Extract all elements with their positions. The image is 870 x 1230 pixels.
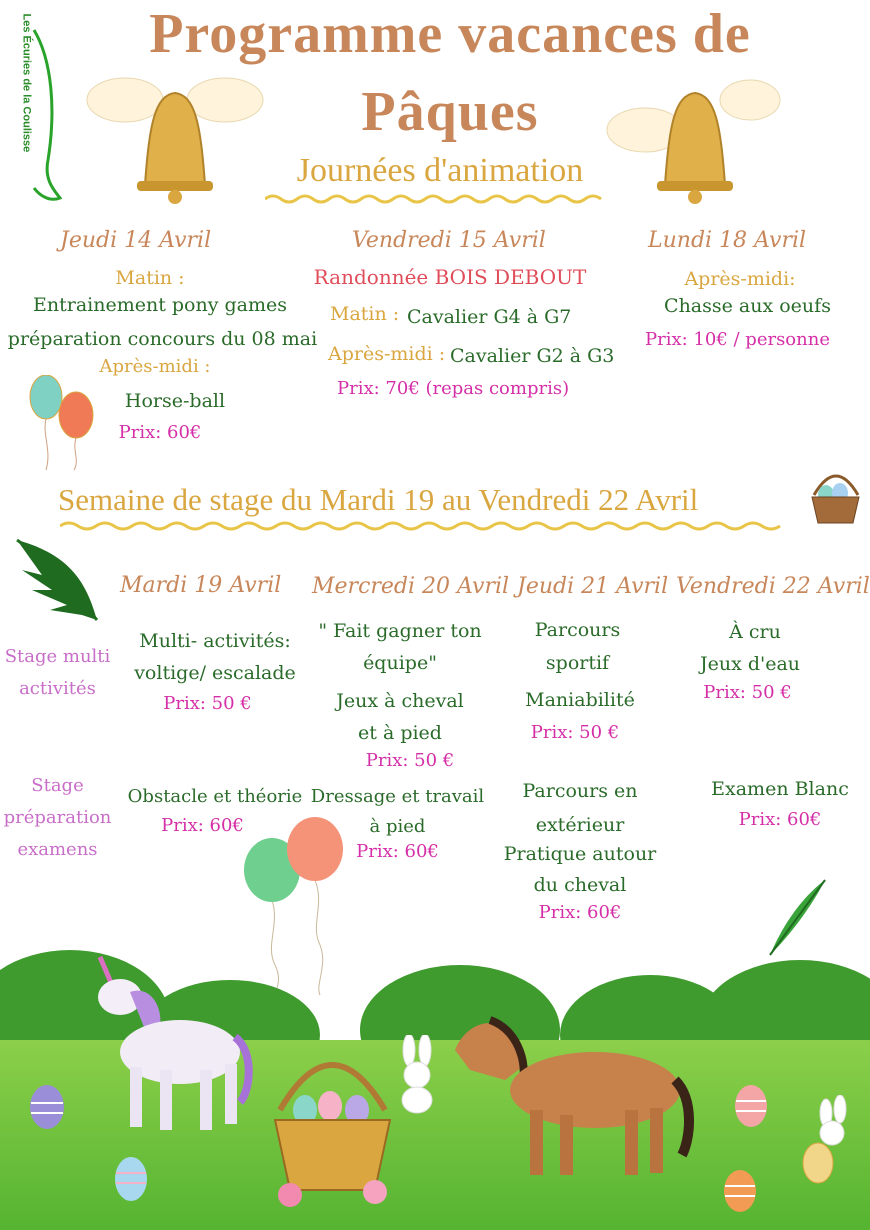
activity-text: Pratique autour — [503, 843, 657, 865]
bell-icon — [85, 55, 265, 205]
easter-egg-balloon-icon — [28, 375, 100, 475]
egg-basket-icon — [265, 1040, 400, 1210]
easter-egg-icon — [113, 1155, 149, 1203]
price: Prix: 60€ — [161, 815, 244, 836]
row-label: préparation — [3, 807, 112, 828]
activity-text: Chasse aux oeufs — [664, 295, 831, 317]
logo — [4, 13, 64, 205]
highlight-text: Randonnée BOIS DEBOUT — [313, 265, 587, 289]
morning-label: Matin : — [115, 267, 185, 289]
price: Prix: 60€ — [538, 902, 622, 923]
leaf-icon — [765, 875, 835, 960]
afternoon-label: Après-midi : — [328, 343, 446, 365]
day-heading: Jeudi 14 Avril — [60, 228, 212, 253]
activity-text: " Fait gagner ton — [318, 620, 482, 642]
price: Prix: 50 € — [703, 682, 792, 703]
price: Prix: 50 € — [163, 693, 252, 714]
activity-text: Entrainement pony games — [33, 294, 287, 316]
activity-text: du cheval — [533, 874, 627, 896]
row-label: examens — [17, 839, 98, 860]
price: Prix: 60€ — [738, 809, 822, 830]
day-heading: Mardi 19 Avril — [120, 573, 282, 598]
activity-text: voltige/ escalade — [134, 662, 296, 684]
bunny-icon — [392, 1035, 442, 1115]
afternoon-label: Après-midi : — [99, 356, 211, 377]
activity-text: extérieur — [535, 814, 625, 836]
activity-text: Dressage et travail — [310, 786, 485, 807]
afternoon-label: Après-midi: — [684, 268, 796, 290]
activity-text: Horse-ball — [124, 390, 226, 412]
price: Prix: 50 € — [365, 750, 455, 771]
day-heading: Mercredi 20 Avril — [312, 574, 510, 599]
activity-text: Jeux à cheval — [336, 690, 464, 712]
easter-egg-icon — [733, 1083, 769, 1129]
activity-text: Parcours — [534, 619, 621, 641]
activity-text: À cru — [729, 621, 781, 643]
day-heading: Lundi 18 Avril — [648, 228, 807, 253]
unicorn-icon — [70, 952, 260, 1142]
activity-text: Cavalier G2 à G3 — [450, 345, 615, 367]
activity-text: Parcours en — [522, 780, 638, 802]
activity-text: préparation concours du 08 mai — [7, 328, 318, 350]
palm-leaf-icon — [12, 535, 107, 625]
activity-text: Obstacle et théorie — [127, 786, 303, 807]
price: Prix: 70€ (repas compris) — [337, 378, 570, 399]
wavy-underline — [60, 520, 785, 532]
price: Prix: 50 € — [530, 722, 620, 743]
logo-text: Les Écuries de la Coulisse — [20, 13, 33, 153]
price: Prix: 60€ — [118, 422, 202, 443]
day-heading: Vendredi 22 Avril — [676, 574, 870, 599]
row-label: Stage — [31, 775, 84, 796]
row-label: Stage multi — [4, 646, 111, 667]
morning-label: Matin : — [330, 303, 400, 325]
day-heading: Vendredi 15 Avril — [352, 228, 546, 253]
price: Prix: 60€ — [356, 841, 439, 862]
horse-head-icon — [4, 20, 64, 205]
page-title-line2: Pâques — [361, 81, 539, 143]
bell-icon — [605, 55, 785, 205]
easter-egg-icon — [28, 1083, 66, 1131]
activity-text: et à pied — [358, 722, 442, 744]
activity-text: équipe" — [363, 652, 437, 674]
activity-text: Examen Blanc — [711, 778, 849, 800]
price: Prix: 10€ / personne — [645, 329, 830, 350]
day-heading: Jeudi 21 Avril — [517, 574, 669, 599]
section-subtitle: Journées d'animation — [296, 152, 584, 189]
bunny-icon — [800, 1095, 860, 1185]
activity-text: sportif — [545, 652, 610, 674]
row-label: activités — [19, 678, 96, 699]
page-title-line1: Programme vacances de — [149, 3, 751, 65]
activity-text: à pied — [369, 816, 426, 837]
activity-text: Cavalier G4 à G7 — [407, 306, 572, 328]
stage-heading: Semaine de stage du Mardi 19 au Vendredi 22 Avril — [58, 482, 699, 517]
egg-basket-icon — [808, 465, 863, 527]
horse-icon — [450, 1010, 695, 1180]
easter-egg-icon — [722, 1168, 758, 1214]
activity-text: Maniabilité — [525, 689, 635, 711]
wavy-underline — [265, 193, 610, 205]
activity-text: Jeux d'eau — [699, 653, 801, 675]
activity-text: Multi- activités: — [139, 630, 291, 652]
